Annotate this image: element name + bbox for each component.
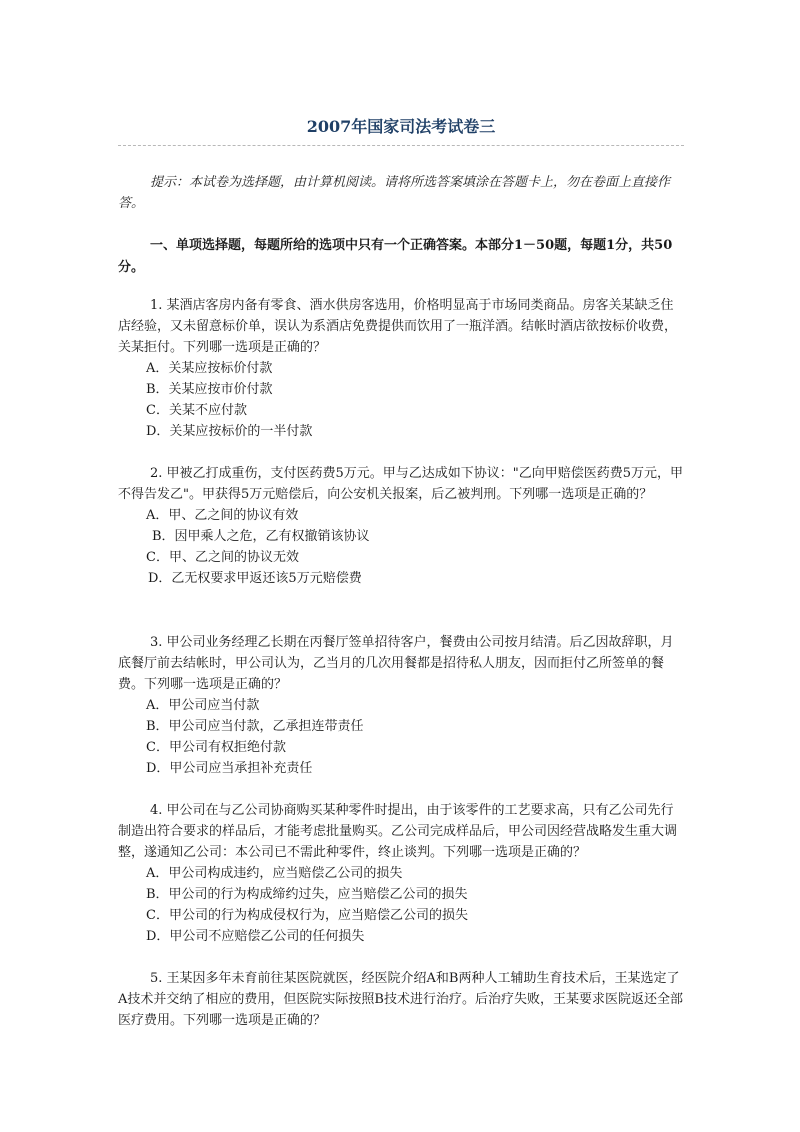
option-c: C．甲公司的行为构成侵权行为，应当赔偿乙公司的损失: [146, 908, 468, 923]
option-d: D．关某应按标价的一半付款: [146, 424, 313, 439]
option-d: D．甲公司应当承担补充责任: [146, 761, 313, 776]
question-5: [118, 968, 684, 1031]
option-a: A．甲、乙之间的协议有效: [146, 508, 299, 523]
question-stem: 3. 甲公司业务经理乙长期在丙餐厅签单招待客户，餐费由公司按月结清。后乙因故辞职，月底餐厅前去结帐时，甲公司认为，乙当月的几次用餐都是招待私人朋友，因而拒付乙所签单的餐费。下列哪一选项是正确的？: [118, 635, 674, 692]
option-b: B．甲公司应当付款，乙承担连带责任: [146, 719, 364, 734]
option-c: C．关某不应付款: [146, 403, 247, 418]
option-d: D．乙无权要求甲返还该5万元赔偿费: [148, 571, 362, 586]
question-4: [118, 800, 684, 947]
title-divider: [118, 145, 684, 146]
option-a: A．甲公司应当付款: [146, 698, 260, 713]
page-title: 2007年国家司法考试卷三: [306, 117, 496, 136]
question-1: [118, 295, 684, 442]
question-stem: 2. 甲被乙打成重伤，支付医药费5万元。甲与乙达成如下协议："乙向甲赔偿医药费5万元，甲不得告发乙"。甲获得5万元赔偿后，向公安机关报案，后乙被判刑。下列哪一选项是正确的？: [118, 466, 684, 502]
option-a: A．关某应按标价付款: [146, 361, 273, 376]
section-heading: 一、单项选择题，每题所给的选项中只有一个正确答案。本部分1－50题，每题1分，共50分。: [118, 238, 673, 275]
question-2: [118, 463, 684, 589]
option-a: A．甲公司构成违约，应当赔偿乙公司的损失: [146, 866, 403, 881]
question-3: [118, 632, 684, 779]
option-b: B．关某应按市价付款: [146, 382, 273, 397]
exam-note: 提示：本试卷为选择题，由计算机阅读。请将所选答案填涂在答题卡上，勿在卷面上直接作答。: [118, 175, 671, 211]
option-b: B．甲公司的行为构成缔约过失，应当赔偿乙公司的损失: [146, 887, 468, 902]
question-stem: 1. 某酒店客房内备有零食、酒水供房客选用，价格明显高于市场同类商品。房客关某缺乏住店经验，又未留意标价单，误认为系酒店免费提供而饮用了一瓶洋酒。结帐时酒店欲按标价收费，关某拒付。下列哪一选项是正确的？: [118, 298, 678, 355]
option-c: C．甲、乙之间的协议无效: [146, 550, 299, 565]
question-stem: 5. 王某因多年未育前往某医院就医，经医院介绍A和B两种人工辅助生育技术后，王某选定了A技术并交纳了相应的费用，但医院实际按照B技术进行治疗。后治疗失败，王某要求医院返还全部医疗费用。下列哪一选项是正确的？: [118, 971, 683, 1028]
question-stem: 4. 甲公司在与乙公司协商购买某种零件时提出，由于该零件的工艺要求高，只有乙公司先行制造出符合要求的样品后，才能考虑批量购买。乙公司完成样品后，甲公司因经营战略发生重大调整，遂通知乙公司：本公司已不需此种零件，终止谈判。下列哪一选项是正确的？: [118, 803, 678, 860]
option-d: D．甲公司不应赔偿乙公司的任何损失: [146, 929, 365, 944]
option-c: C．甲公司有权拒绝付款: [146, 740, 286, 755]
option-b: B．因甲乘人之危，乙有权撤销该协议: [152, 529, 370, 544]
